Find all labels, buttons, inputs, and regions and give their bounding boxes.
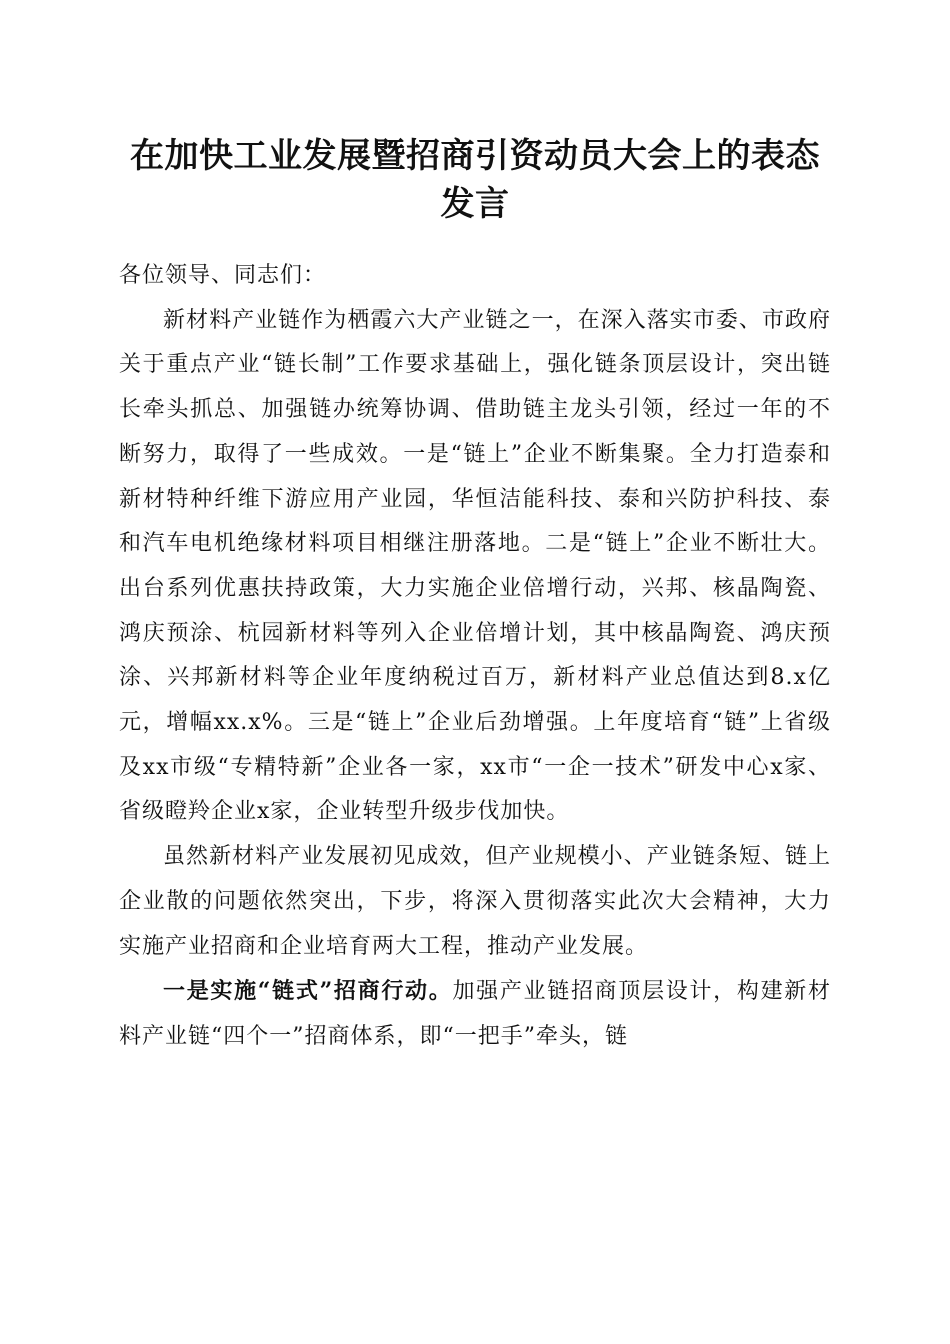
- document-body: [119, 254, 831, 1060]
- title-line-2: 发言: [440, 184, 510, 224]
- salutation: 各位领导、同志们：: [119, 263, 327, 288]
- paragraph-chain-investment: [119, 969, 831, 1059]
- paragraph-next-steps: 虽然新材料产业发展初见成效，但产业规模小、产业链条短、链上企业散的问题依然突出，下步，将深入贯彻落实此次大会精神，大力实施产业招商和企业培育两大工程，推动产业发展。: [119, 844, 831, 959]
- paragraph-achievements: 新材料产业链作为栖霞六大产业链之一，在深入落实市委、市政府关于重点产业“链长制”工作要求基础上，强化链条顶层设计，突出链长牵头抓总、加强链办统筹协调、借助链主龙头引领，经过一年的不断努力，取得了一些成效。一是“链上”企业不断集聚。全力打造泰和新材特种纤维下游应用产业园，华恒洁能科技、泰和兴防护科技、泰和汽车电机绝缘材料项目相继注册落地。二是“链上”企业不断壮大。出台系列优惠扶持政策，大力实施企业倍增行动，兴邦、核晶陶瓷、鸿庆预涂、杭园新材料等列入企业倍增计划，其中核晶陶瓷、鸿庆预涂、兴邦新材料等企业年度纳税过百万，新材料产业总值达到8.x亿元，增幅xx.x%。三是“链上”企业后劲增强。上年度培育“链”上省级及xx市级“专精特新”企业各一家，xx市“一企一技术”研发中心x家、省级瞪羚企业x家，企业转型升级步伐加快。: [119, 307, 831, 825]
- paragraph-lead-heading: 一是实施“链式”招商行动。: [163, 978, 453, 1005]
- page-title: [100, 132, 850, 228]
- title-line-1: 在加快工业发展暨招商引资动员大会上的表态: [130, 136, 820, 176]
- paragraph-body-text: 加强产业链招商顶层设计，构建新材料产业链“四个一”招商体系，即“一把手”牵头，链: [119, 979, 831, 1049]
